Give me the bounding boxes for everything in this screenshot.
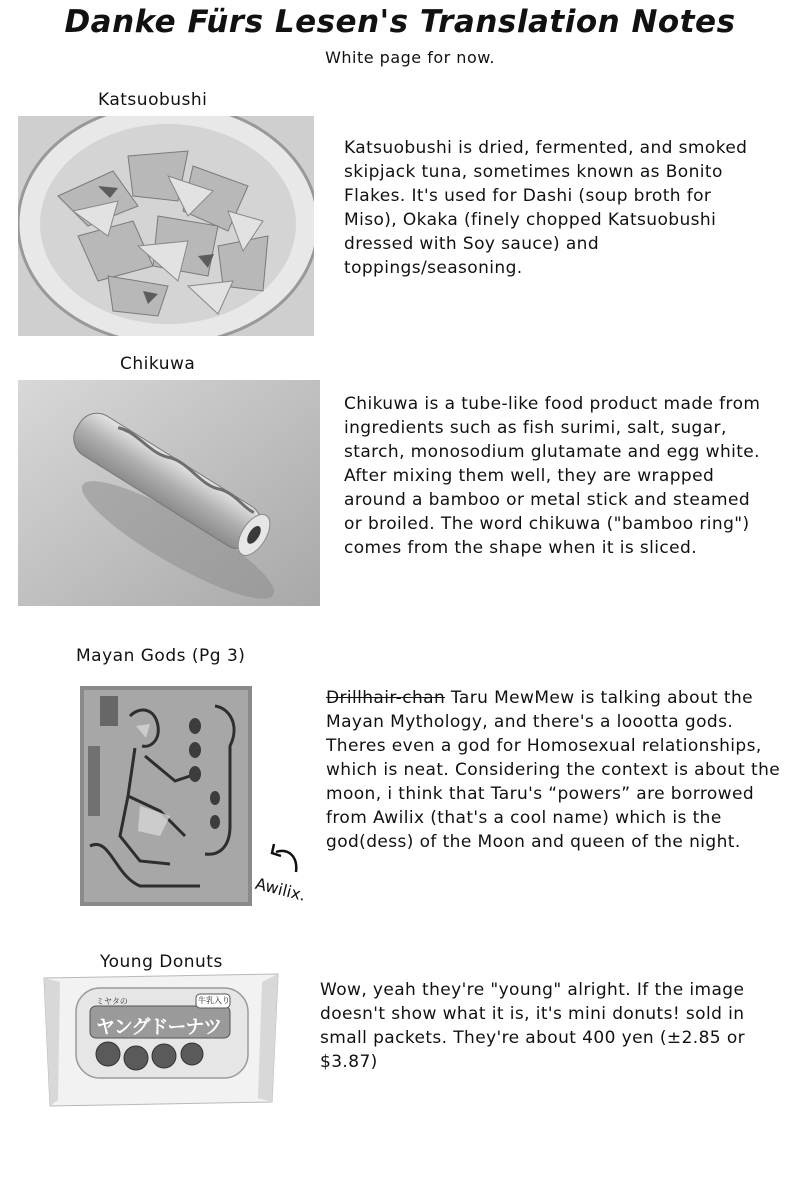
package-milk-text: 牛乳入り <box>198 996 230 1005</box>
package-brand-text: ヤングドーナツ <box>96 1016 222 1038</box>
chikuwa-note: Chikuwa is a tube-like food product made from ingredients such as fish surimi, salt, sugar, starch, monosodium glutamate and egg white. After mixing them well, they are wrapped around a bamboo or metal stick and steamed or broiled. The word chikuwa ("bamboo ring") comes from the shape when it is sliced. <box>344 394 761 558</box>
curved-arrow-icon <box>268 838 302 878</box>
chikuwa-label: Chikuwa <box>120 354 196 374</box>
mayan-codex-photo <box>80 686 252 906</box>
chikuwa-photo <box>18 380 320 606</box>
katsuobushi-label: Katsuobushi <box>98 90 208 110</box>
awilix-annotation: Awilix. <box>253 874 308 905</box>
katsuobushi-note: Katsuobushi is dried, fermented, and smoked skipjack tuna, sometimes known as Bonito Flakes. It's used for Dashi (soup broth for Miso), Okaka (finely chopped Katsuobushi dressed with Soy sauce) and toppings/seasoning. <box>344 138 748 278</box>
mayan-gods-label: Mayan Gods (Pg 3) <box>76 646 246 666</box>
young-donuts-note: Wow, yeah they're "young" alright. If the image doesn't show what it is, it's mini donuts! sold in small packets. They're about 400 yen (±2.85 or $3.87) <box>320 980 746 1072</box>
mayan-gods-note <box>326 686 786 854</box>
young-donuts-photo <box>40 972 282 1110</box>
struck-name: Drillhair-chan <box>326 688 446 708</box>
package-maker-text: ミヤタの <box>96 997 128 1006</box>
page-title: Danke Fürs Lesen's Translation Notes <box>64 4 736 40</box>
young-donuts-label: Young Donuts <box>100 952 223 972</box>
mayan-gods-note-text: Taru MewMew is talking about the Mayan Mythology, and there's a loootta gods. Theres even a god for Homosexual relationships, which is neat. Considering the context is about the moon, i think that Taru's “powers” are borrowed from Awilix (that's a cool name) which is the god(dess) of the Moon and queen of the night. <box>326 688 781 852</box>
katsuobushi-photo <box>18 116 314 336</box>
page-subtitle: White page for now. <box>325 48 495 67</box>
